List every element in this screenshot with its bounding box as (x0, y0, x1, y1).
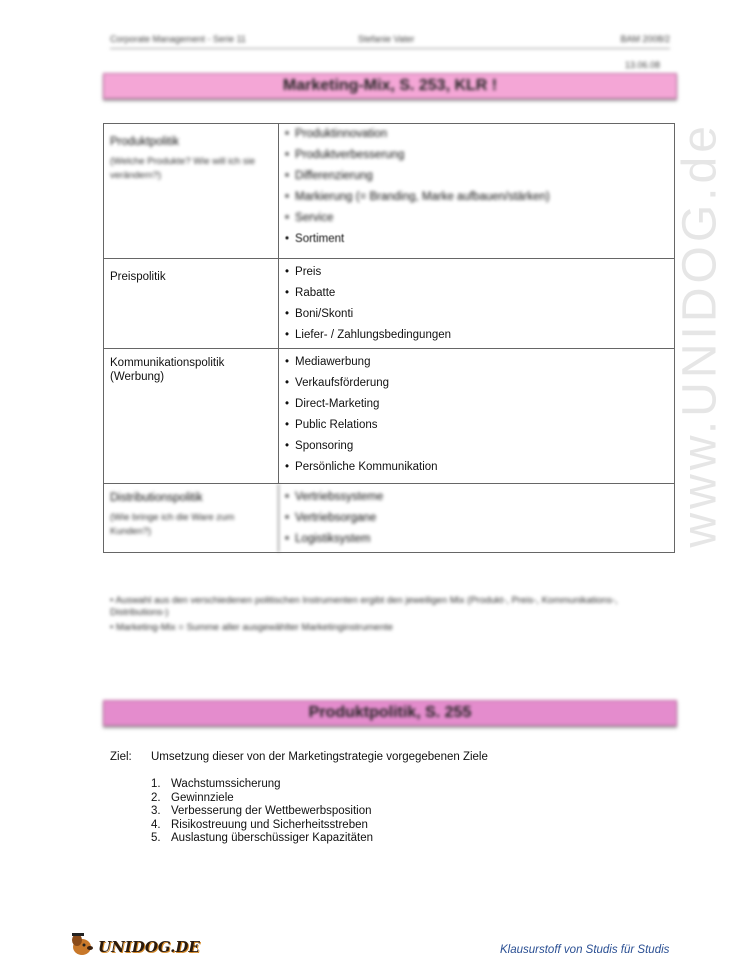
list-item: • Liefer- / Zahlungsbedingungen (285, 325, 675, 346)
list-item: • Differenzierung (285, 166, 675, 187)
header-code: BAM 2008/2 (620, 34, 670, 44)
list-item: • Public Relations (285, 415, 675, 436)
bullet-note: • Auswahl aus den verschiedenen politischen Instrumenten ergibt den jeweiligen Mix (Produkt-, Preis-, Kommunikations-, Distributions-) (110, 595, 618, 618)
row-label: Kommunikationspolitik (Werbung) (110, 357, 225, 383)
list-item: • Vertriebsorgane (285, 508, 675, 529)
list-item: • Sponsoring (285, 436, 675, 457)
marketing-mix-table (103, 123, 675, 553)
list-item: 4. Risikostreuung und Sicherheitsstreben (151, 818, 368, 831)
row-sublabel: (Welche Produkte? Wie will ich sie verändern?) (110, 156, 256, 181)
ziel-label: Ziel: (110, 751, 132, 763)
dog-icon (68, 930, 96, 958)
header-course: Corporate Management - Serie 11 (110, 34, 246, 44)
list-item: • Persönliche Kommunikation (285, 457, 675, 478)
unidog-logo (68, 930, 200, 960)
section-title-produktpolitik: Produktpolitik, S. 255 (103, 700, 677, 726)
list-item: 5. Auslastung überschüssiger Kapazitäten (151, 832, 374, 844)
bullet-note: • Marketing-Mix = Summe aller ausgewählter Marketinginstrumente (110, 622, 393, 633)
table-row (104, 124, 674, 258)
list-item: • Logistiksystem (285, 529, 675, 550)
list-item: • Boni/Skonti (285, 304, 675, 325)
row-label: Distributionspolitik (110, 492, 203, 504)
list-item: • Markierung (= Branding, Marke aufbauen/stärken) (285, 187, 675, 208)
list-item: • Rabatte (285, 283, 675, 304)
row-sublabel: (Wie bringe ich die Ware zum Kunden?) (110, 512, 235, 537)
page-header (110, 34, 670, 49)
list-item: 3. Verbesserung der Wettbewerbsposition (151, 805, 372, 817)
list-item: • Direct-Marketing (285, 394, 675, 415)
list-item: 1. Wachstumssicherung (151, 778, 281, 790)
ziel-text: Umsetzung dieser von der Marketingstrategie vorgegebenen Ziele (151, 751, 488, 763)
footer-slogan: Klausurstoff von Studis für Studis (500, 944, 670, 956)
list-item: • Produktinnovation (285, 124, 675, 145)
list-item: • Vertriebssysteme (285, 487, 675, 508)
list-item: • Verkaufsförderung (285, 373, 675, 394)
list-item: 2. Gewinnziele (151, 791, 234, 804)
list-item: • Service (285, 208, 675, 229)
ziel-list (151, 778, 373, 846)
table-row (104, 258, 674, 348)
table-row (104, 348, 674, 483)
header-author: Stefanie Vater (358, 34, 415, 44)
logo-text: UNIDOG.DE (98, 938, 200, 956)
list-item: • Produktverbesserung (285, 145, 675, 166)
section-title-marketing-mix: Marketing-Mix, S. 253, KLR ! (103, 73, 677, 99)
table-row (104, 483, 674, 552)
watermark: www.UNIDOG.de (673, 122, 727, 548)
list-item: • Mediawerbung (285, 352, 675, 373)
list-item: • Preis (285, 262, 675, 283)
header-date: 13.06.08 (625, 60, 661, 70)
list-item: • Sortiment (285, 229, 675, 250)
row-label: Preispolitik (110, 271, 166, 283)
row-label: Produktpolitik (110, 136, 180, 148)
